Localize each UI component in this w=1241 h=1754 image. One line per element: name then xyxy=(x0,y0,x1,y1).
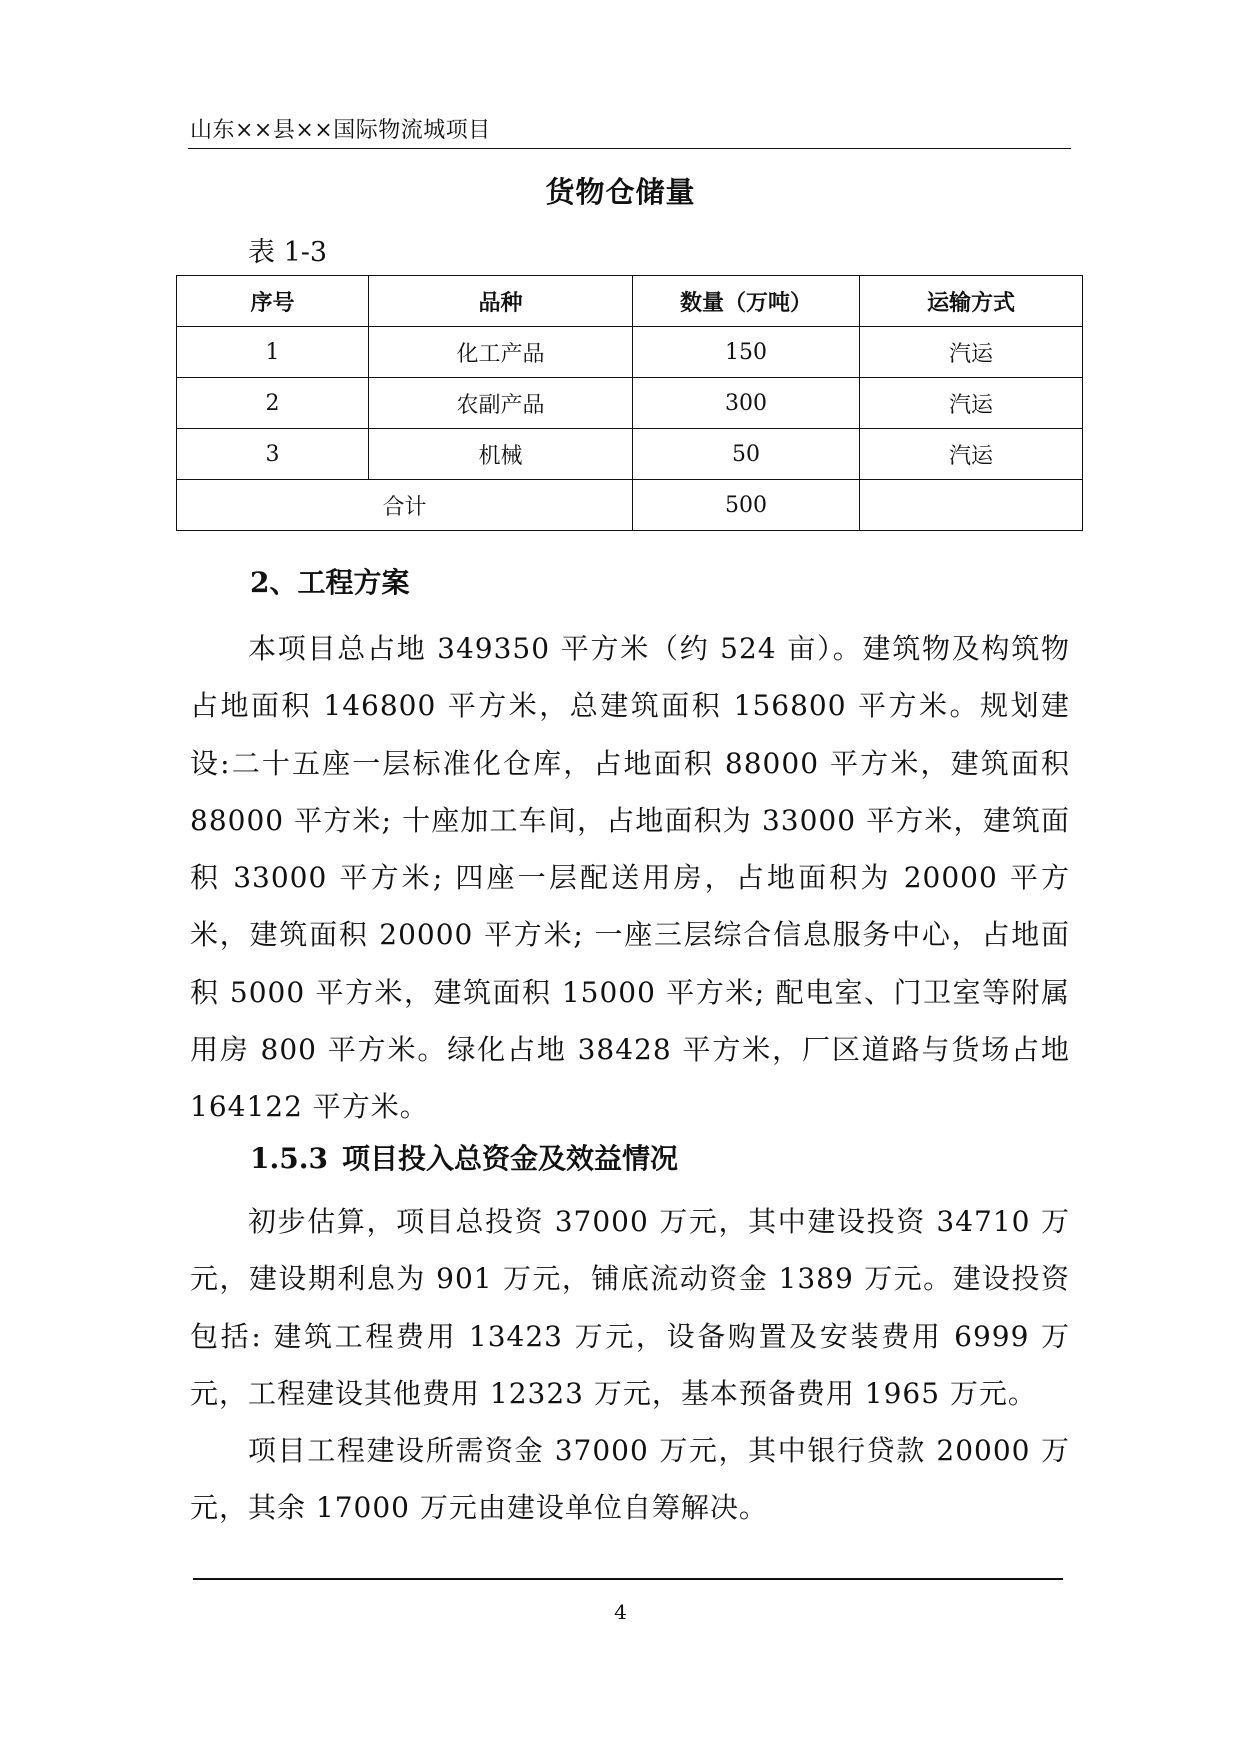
total-quantity: 500 xyxy=(633,480,860,531)
page-number: 4 xyxy=(614,1600,627,1624)
section-heading-investment xyxy=(250,1139,678,1179)
cell-transport: 汽运 xyxy=(860,327,1083,378)
column-header-quantity: 数量（万吨） xyxy=(633,276,860,327)
column-header-transport: 运输方式 xyxy=(860,276,1083,327)
cell-quantity: 50 xyxy=(633,429,860,480)
cell-quantity: 300 xyxy=(633,378,860,429)
investment-paragraph-1: 初步估算，项目总投资 37000 万元，其中建设投资 34710 万元，建设期利息为 901 万元，铺底流动资金 1389 万元。建设投资包括: 建筑工程费用 13423 万元，设备购置及安装费用 6999 万元，工程建设其他费用 12323 万元，基本预备费用 1965 万元。 xyxy=(190,1205,1070,1410)
cell-index: 1 xyxy=(177,327,369,378)
page-header: 山东××县××国际物流城项目 xyxy=(190,118,491,143)
footer-rule xyxy=(193,1578,1063,1580)
cell-variety: 化工产品 xyxy=(369,327,633,378)
table-row xyxy=(177,327,1083,378)
cell-transport: 汽运 xyxy=(860,378,1083,429)
table-title: 货物仓储量 xyxy=(545,175,696,209)
investment-paragraph-2: 项目工程建设所需资金 37000 万元，其中银行贷款 20000 万元，其余 17000 万元由建设单位自筹解决。 xyxy=(190,1434,1070,1525)
cell-quantity: 150 xyxy=(633,327,860,378)
table-header-row xyxy=(177,276,1083,327)
cell-index: 3 xyxy=(177,429,369,480)
column-header-index: 序号 xyxy=(177,276,369,327)
table-label: 表 1-3 xyxy=(248,237,328,268)
cell-transport: 汽运 xyxy=(860,429,1083,480)
storage-table xyxy=(176,275,1083,531)
total-transport xyxy=(860,480,1083,531)
section-heading-engineering-plan: 2、工程方案 xyxy=(250,566,410,599)
cell-variety: 农副产品 xyxy=(369,378,633,429)
engineering-plan-paragraph: 本项目总占地 349350 平方米（约 524 亩）。建筑物及构筑物占地面积 146800 平方米，总建筑面积 156800 平方米。规划建设:二十五座一层标准化仓库，占地面积 88000 平方米，建筑面积 88000 平方米; 十座加工车间，占地面积为 33000 平方米，建筑面积 33000 平方米; 四座一层配送用房，占地面积为 20000 平方米，建筑面积 20000 平方米; 一座三层综合信息服务中心，占地面积 5000 平方米，建筑面积 15000 平方米; 配电室、门卫室等附属用房 800 平方米。绿化占地 38428 平方米，厂区道路与货场占地 164122 平方米。 xyxy=(190,632,1070,1124)
column-header-variety: 品种 xyxy=(369,276,633,327)
total-label: 合计 xyxy=(177,480,633,531)
cell-variety: 机械 xyxy=(369,429,633,480)
table-row xyxy=(177,378,1083,429)
section-title: 项目投入总资金及效益情况 xyxy=(342,1142,679,1175)
table-row xyxy=(177,429,1083,480)
table-total-row xyxy=(177,480,1083,531)
header-rule xyxy=(188,148,1071,149)
section-number: 1.5.3 xyxy=(250,1142,328,1175)
cell-index: 2 xyxy=(177,378,369,429)
